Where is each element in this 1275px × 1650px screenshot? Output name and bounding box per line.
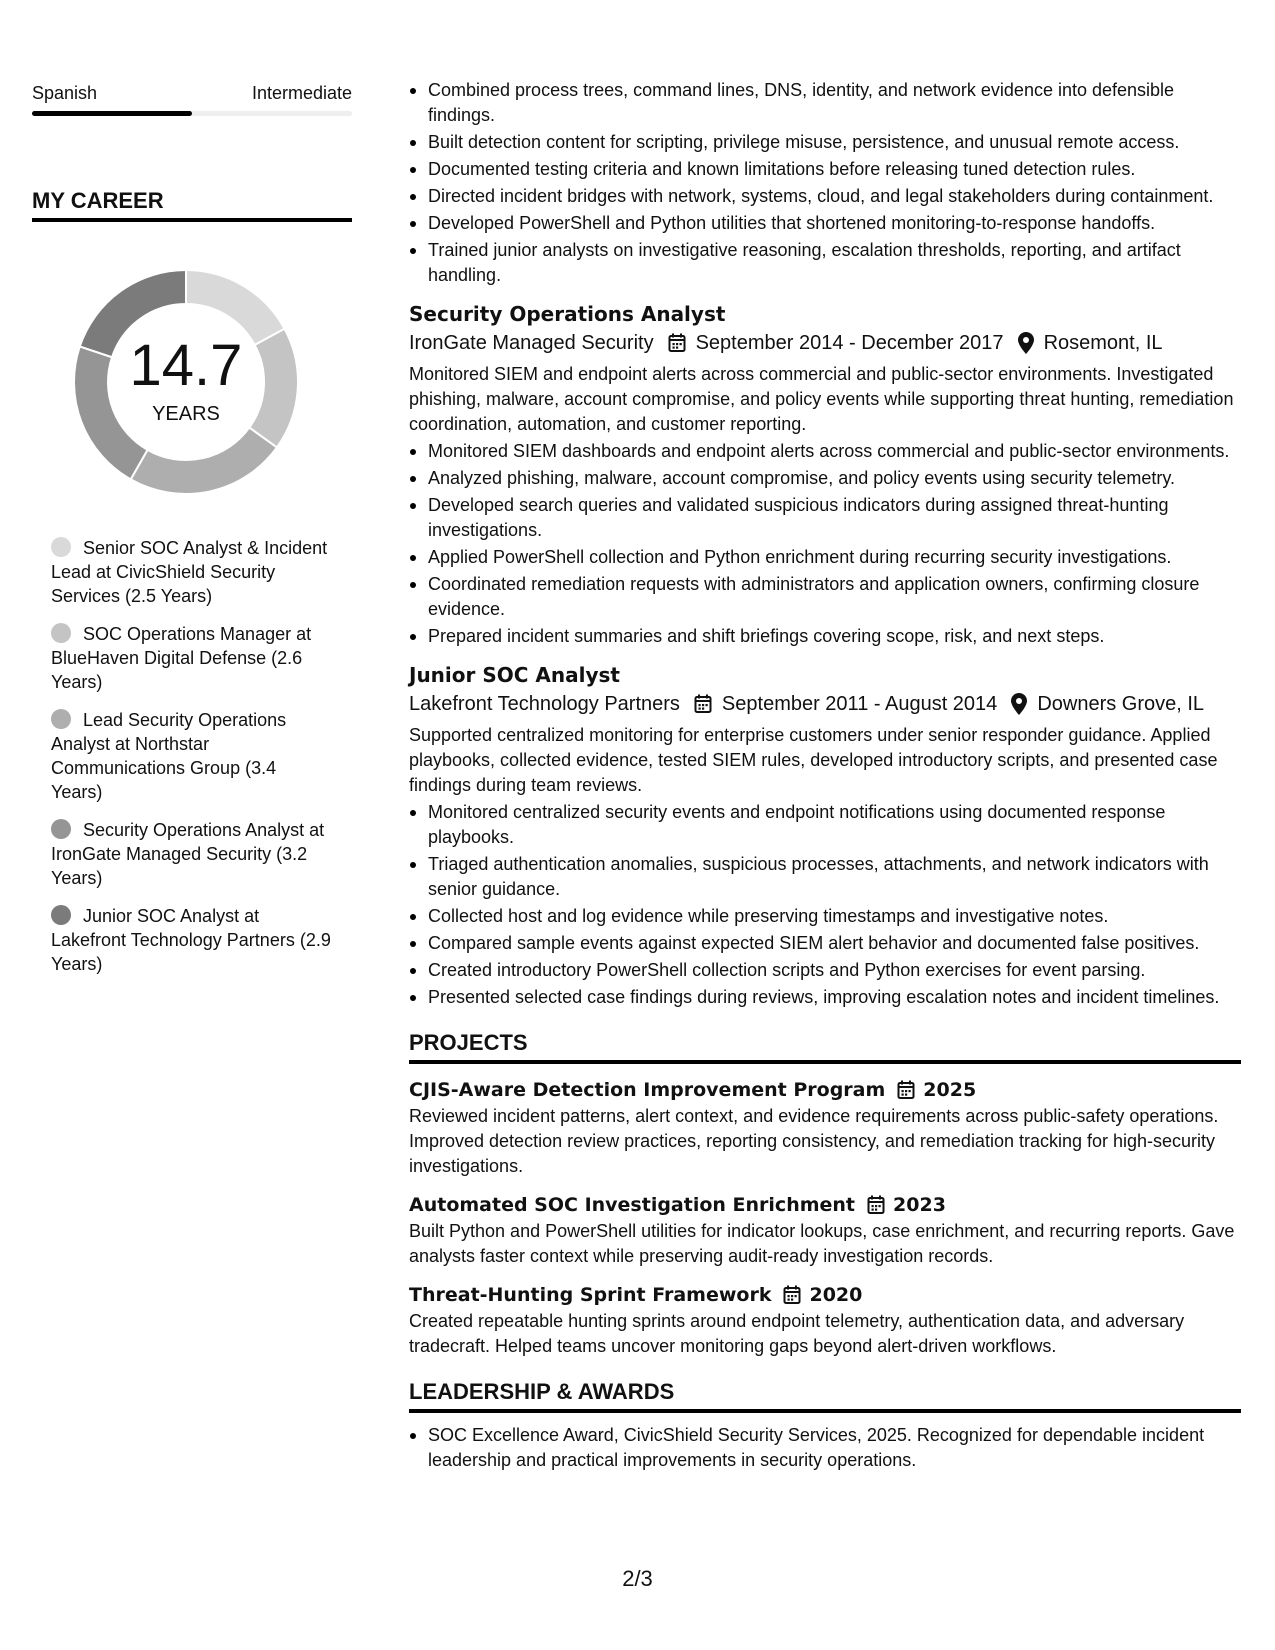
career-title: MY CAREER xyxy=(32,188,352,222)
bullet-item: Prepared incident summaries and shift briefings covering scope, risk, and next steps. xyxy=(428,624,1241,649)
legend-label: SOC Operations Manager at BlueHaven Digital Defense (2.6 Years) xyxy=(51,624,312,692)
bullet-item: Applied PowerShell collection and Python enrichment during recurring security investigations. xyxy=(428,545,1241,570)
legend-label: Junior SOC Analyst at Lakefront Technology Partners (2.9 Years) xyxy=(51,906,331,974)
job-title: Junior SOC Analyst xyxy=(409,663,620,687)
job-company: Lakefront Technology Partners xyxy=(409,693,680,715)
project-entry xyxy=(409,1191,1241,1269)
job-meta xyxy=(409,689,1241,719)
map-pin-icon xyxy=(1011,693,1027,715)
legend-item xyxy=(51,904,331,976)
bullet-item: Directed incident bridges with network, systems, cloud, and legal stakeholders during containment. xyxy=(428,184,1241,209)
legend-item xyxy=(51,536,331,608)
project-name: CJIS-Aware Detection Improvement Program xyxy=(409,1079,886,1101)
job-dates: September 2011 - August 2014 xyxy=(721,693,998,715)
bullet-item: Analyzed phishing, malware, account compromise, and policy events using security telemetry. xyxy=(428,466,1241,491)
bullet-item: Monitored SIEM dashboards and endpoint alerts across commercial and public-sector environments. xyxy=(428,439,1241,464)
language-level: Intermediate xyxy=(251,83,352,103)
project-entry xyxy=(409,1281,1241,1359)
project-description: Reviewed incident patterns, alert context, and evidence requirements across public-safety operations. Improved detection review practices, reporting consistency, and remediation tracking for high-security investigations. xyxy=(409,1106,1219,1176)
legend-dot xyxy=(51,537,71,557)
project-entry xyxy=(409,1076,1241,1179)
bullet-item: Coordinated remediation requests with administrators and application owners, confirming closure evidence. xyxy=(428,572,1241,622)
bullet-item: Trained junior analysts on investigative reasoning, escalation thresholds, reporting, and artifact handling. xyxy=(428,238,1241,288)
calendar-icon xyxy=(867,1195,885,1215)
project-description: Created repeatable hunting sprints around endpoint telemetry, authentication data, and adversary tradecraft. Helped teams uncover monitoring gaps beyond alert-driven workflows. xyxy=(409,1311,1185,1356)
project-header xyxy=(409,1191,1241,1219)
legend-label: Senior SOC Analyst & Incident Lead at CivicShield Security Services (2.5 Years) xyxy=(51,538,328,606)
legend-dot xyxy=(51,623,71,643)
map-pin-icon xyxy=(1018,332,1034,354)
left-column xyxy=(32,78,352,990)
job-company: IronGate Managed Security xyxy=(409,332,654,354)
project-header xyxy=(409,1076,1241,1104)
projects-section xyxy=(409,1030,1241,1359)
bullet-item: Developed PowerShell and Python utilities that shortened monitoring-to-response handoffs. xyxy=(428,211,1241,236)
calendar-icon xyxy=(694,694,712,714)
bullet-item: Developed search queries and validated suspicious indicators during assigned threat-hunting investigations. xyxy=(428,493,1241,543)
project-year: 2020 xyxy=(809,1284,863,1306)
job-meta xyxy=(409,328,1241,358)
job-dates: September 2014 - December 2017 xyxy=(695,332,1004,354)
job-location: Downers Grove, IL xyxy=(1037,693,1205,715)
project-year: 2023 xyxy=(893,1194,946,1216)
bullet-item: Built detection content for scripting, privilege misuse, persistence, and unusual remote access. xyxy=(428,130,1241,155)
calendar-icon xyxy=(897,1080,915,1100)
job-summary: Monitored SIEM and endpoint alerts across commercial and public-sector environments. Investigated phishing, malware, account compromise, and policy events while supporting threat hunting, remediation coordination, automation, and customer reporting. xyxy=(409,364,1234,434)
project-header xyxy=(409,1281,1241,1309)
bullet-item: Presented selected case findings during reviews, improving escalation notes and incident timelines. xyxy=(428,985,1241,1010)
career-donut-chart xyxy=(66,262,306,502)
leadership-title: LEADERSHIP & AWARDS xyxy=(409,1379,1241,1413)
job-bullets xyxy=(409,800,1241,1010)
legend-label: Security Operations Analyst at IronGate Managed Security (3.2 Years) xyxy=(51,820,325,888)
donut-center xyxy=(66,262,306,502)
calendar-icon xyxy=(783,1285,801,1305)
legend-item xyxy=(51,818,331,890)
bullet-item: Combined process trees, command lines, DNS, identity, and network evidence into defensible findings. xyxy=(428,78,1241,128)
job-summary: Supported centralized monitoring for enterprise customers under senior responder guidance. Applied playbooks, collected evidence, tested SIEM rules, developed introductory scripts, and presented case findings during team reviews. xyxy=(409,725,1218,795)
legend-dot xyxy=(51,819,71,839)
legend-dot xyxy=(51,905,71,925)
project-year: 2025 xyxy=(923,1079,977,1101)
career-years-unit: YEARS xyxy=(152,403,220,425)
legend-label: Lead Security Operations Analyst at Northstar Communications Group (3.4 Years) xyxy=(51,710,287,802)
legend-item xyxy=(51,622,331,694)
bullet-item: SOC Excellence Award, CivicShield Security Services, 2025. Recognized for dependable incident leadership and practical improvements in security operations. xyxy=(428,1423,1241,1473)
leadership-bullets xyxy=(409,1423,1241,1473)
legend-dot xyxy=(51,709,71,729)
job-bullets xyxy=(409,439,1241,649)
career-total-years: 14.7 xyxy=(129,333,243,398)
job-entry xyxy=(409,661,1241,1010)
language-proficiency-bar xyxy=(32,111,352,116)
bullet-item: Documented testing criteria and known limitations before releasing tuned detection rules. xyxy=(428,157,1241,182)
leadership-section xyxy=(409,1379,1241,1473)
right-column xyxy=(409,78,1241,1475)
language-row xyxy=(32,78,352,108)
project-name: Automated SOC Investigation Enrichment xyxy=(409,1194,856,1216)
bullet-item: Triaged authentication anomalies, suspicious processes, attachments, and network indicators with senior guidance. xyxy=(428,852,1241,902)
previous-job-bullets xyxy=(409,78,1241,288)
job-entry xyxy=(409,300,1241,649)
project-description: Built Python and PowerShell utilities for indicator lookups, case enrichment, and recurring reports. Gave analysts faster context while preserving audit-ready investigation records. xyxy=(409,1221,1235,1266)
calendar-icon xyxy=(668,333,686,353)
job-title: Security Operations Analyst xyxy=(409,302,726,326)
project-name: Threat-Hunting Sprint Framework xyxy=(409,1284,772,1306)
bullet-item: Collected host and log evidence while preserving timestamps and investigative notes. xyxy=(428,904,1241,929)
legend-item xyxy=(51,708,331,804)
bullet-item: Monitored centralized security events and endpoint notifications using documented response playbooks. xyxy=(428,800,1241,850)
bullet-item: Created introductory PowerShell collection scripts and Python exercises for event parsing. xyxy=(428,958,1241,983)
language-name: Spanish xyxy=(32,83,98,103)
career-legend xyxy=(32,536,331,976)
projects-title: PROJECTS xyxy=(409,1030,1241,1064)
job-location: Rosemont, IL xyxy=(1043,332,1163,354)
page-number: 2/3 xyxy=(622,1566,653,1591)
bullet-item: Compared sample events against expected SIEM alert behavior and documented false positives. xyxy=(428,931,1241,956)
language-proficiency-fill xyxy=(32,111,192,116)
